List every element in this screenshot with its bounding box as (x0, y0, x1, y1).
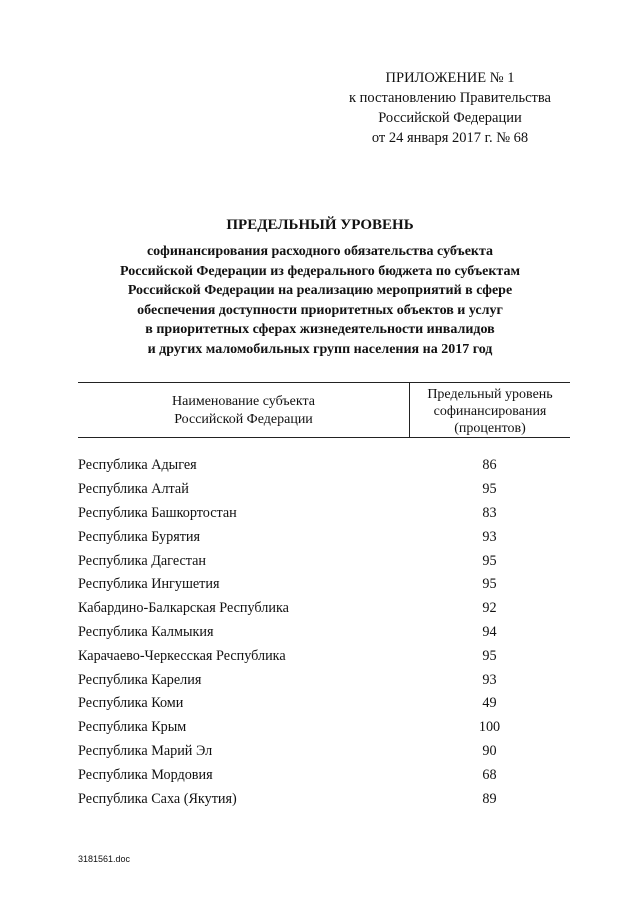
table-row (78, 668, 570, 692)
subtitle-line: софинансирования расходного обязательства субъекта (146, 244, 494, 259)
table-row (78, 716, 570, 740)
cofinancing-level: 95 (482, 647, 497, 664)
table-row (78, 502, 570, 526)
column-header-name-line: Наименование субъекта (172, 394, 315, 409)
table-row (78, 740, 570, 764)
region-name: Карачаево-Черкесская Республика (78, 647, 286, 664)
subtitle-line: обеспечения доступности приоритетных объектов и услуг (137, 302, 503, 318)
table-row (78, 644, 570, 668)
appendix-authority: Российской Федерации (378, 110, 522, 126)
table-row (78, 621, 570, 645)
cofinancing-level: 49 (482, 695, 497, 712)
table-row (78, 763, 570, 787)
cofinancing-level: 92 (482, 600, 497, 617)
subtitle-line: Российской Федерации из федерального бюджета по субъектам (119, 263, 520, 279)
region-name: Республика Алтай (78, 481, 189, 498)
appendix-number: ПРИЛОЖЕНИЕ № 1 (385, 70, 515, 86)
region-name: Республика Коми (78, 695, 184, 712)
subtitle-line: Российской Федерации на реализацию мероприятий в сфере (127, 283, 513, 299)
region-name: Республика Дагестан (78, 552, 207, 569)
subtitle-line: в приоритетных сферах жизнедеятельности инвалидов (145, 322, 495, 338)
table-row (78, 549, 570, 573)
column-header-level-line: (процентов) (454, 421, 526, 436)
region-name: Республика Мордовия (78, 766, 213, 783)
region-name: Республика Адыгея (78, 457, 197, 474)
cofinancing-level: 94 (482, 623, 497, 640)
table-row (78, 454, 570, 478)
region-name: Республика Ингушетия (78, 576, 220, 593)
column-header-name-line: Российской Федерации (174, 412, 313, 427)
appendix-date: от 24 января 2017 г. № 68 (371, 130, 529, 146)
region-name: Республика Калмыкия (78, 623, 214, 640)
cofinancing-table (78, 382, 570, 811)
table-header (78, 382, 570, 438)
region-name: Кабардино-Балкарская Республика (78, 600, 289, 617)
subtitle-line: и других маломобильных групп населения на 2017 год (147, 341, 493, 357)
cofinancing-level: 90 (482, 742, 497, 759)
appendix-block (330, 68, 570, 148)
cofinancing-level: 95 (482, 552, 497, 569)
cofinancing-level: 95 (482, 576, 497, 593)
region-name: Республика Саха (Якутия) (78, 790, 237, 807)
table-row (78, 787, 570, 811)
region-name: Республика Марий Эл (78, 742, 213, 759)
cofinancing-level: 95 (482, 481, 497, 498)
cofinancing-level: 93 (482, 671, 497, 688)
cofinancing-level: 100 (478, 719, 501, 736)
cofinancing-level: 83 (482, 504, 497, 521)
cofinancing-level: 93 (482, 528, 497, 545)
table-body (78, 454, 570, 811)
column-header-level-line: Предельный уровень (427, 387, 553, 402)
table-row (78, 597, 570, 621)
document-subtitle (40, 242, 600, 360)
column-header-name (78, 393, 409, 429)
cofinancing-level: 86 (482, 457, 497, 474)
file-reference: 3181561.doc (78, 854, 131, 864)
document-title: ПРЕДЕЛЬНЫЙ УРОВЕНЬ (226, 217, 414, 233)
region-name: Республика Карелия (78, 671, 202, 688)
column-header-level (410, 386, 570, 437)
appendix-ref: к постановлению Правительства (349, 90, 551, 106)
column-header-level-line: софинансирования (433, 404, 547, 419)
cofinancing-level: 68 (482, 766, 497, 783)
table-row (78, 573, 570, 597)
region-name: Республика Крым (78, 719, 187, 736)
table-row (78, 525, 570, 549)
table-row (78, 692, 570, 716)
cofinancing-level: 89 (482, 790, 497, 807)
region-name: Республика Бурятия (78, 528, 201, 545)
table-row (78, 478, 570, 502)
region-name: Республика Башкортостан (78, 504, 237, 521)
